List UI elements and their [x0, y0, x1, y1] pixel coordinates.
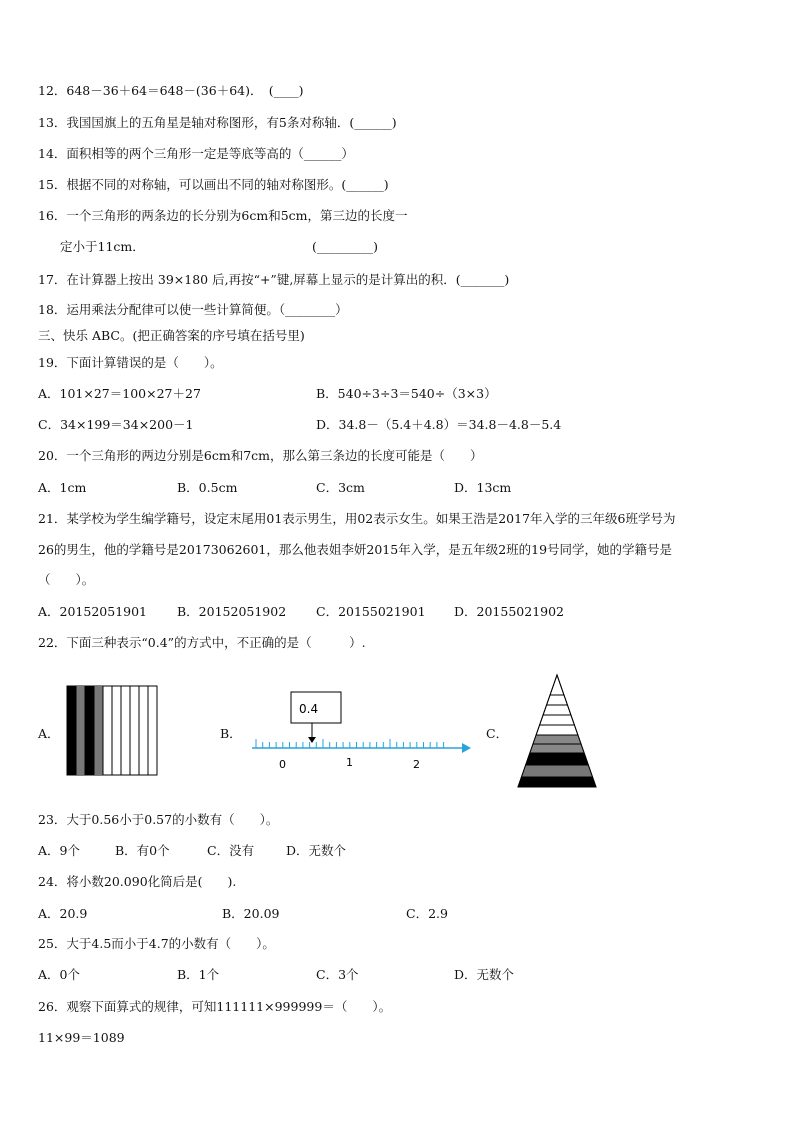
q21-option-a: A．20152051901	[38, 604, 148, 619]
tick-label-1: 1	[346, 756, 353, 769]
q20-option-c: C．3cm	[316, 480, 365, 495]
shaded-strip-3	[85, 686, 94, 775]
q21-option-b: B．20152051902	[177, 604, 287, 619]
question-16-blank: (_________)	[312, 239, 379, 254]
q24-option-c: C．2.9	[406, 906, 448, 921]
question-15: 15．根据不同的对称轴，可以画出不同的轴对称图形。(______)	[38, 177, 389, 192]
tick-label-2: 2	[413, 758, 420, 771]
q22-label-c: C．	[486, 726, 509, 741]
shaded-strip-1	[67, 686, 76, 775]
band-gray-3	[522, 765, 593, 777]
band-gray-1	[530, 744, 584, 753]
q23-option-c: C．没有	[207, 843, 255, 858]
question-24: 24．将小数20.090化简后是( ).	[38, 874, 237, 889]
section-3-heading: 三、快乐 ABC。(把正确答案的序号填在括号里)	[38, 328, 305, 343]
q22-label-a: A．	[38, 726, 60, 741]
q22-figure-c-triangle	[512, 673, 602, 791]
q25-option-a: A．0个	[38, 967, 80, 982]
q21-option-d: D．20155021902	[454, 604, 565, 619]
q20-option-a: A．1cm	[38, 480, 87, 495]
q20-option-d: D．13cm	[454, 480, 512, 495]
question-19: 19．下面计算错误的是（ ）。	[38, 355, 223, 370]
band-gray-2	[533, 735, 581, 744]
question-21-line2: 26的男生，他的学籍号是20173062601，那么他表姐李妍2015年入学，是五年级2班的19号同学，她的学籍号是	[38, 542, 673, 557]
question-18: 18．运用乘法分配律可以使一些计算简便。（________）	[38, 302, 348, 317]
q23-option-b: B．有0个	[115, 843, 170, 858]
q20-option-b: B．0.5cm	[177, 480, 238, 495]
question-21-line3: （ ）。	[38, 572, 95, 587]
question-16-line2: 定小于11cm．	[60, 239, 145, 254]
q25-option-d: D．无数个	[454, 967, 515, 982]
band-black-1	[526, 753, 589, 765]
q22-figure-a-strip-grid	[66, 685, 160, 777]
question-22: 22．下面三种表示“0.4”的方式中，不正确的是（ ）.	[38, 635, 366, 650]
question-21-line1: 21．某学校为学生编学籍号，设定末尾用01表示男生，用02表示女生。如果王浩是2017年入学的三年级6班学号为	[38, 511, 676, 526]
q24-option-b: B．20.09	[222, 906, 280, 921]
q19-option-d: D．34.8－（5.4＋4.8）＝34.8－4.8－5.4	[316, 417, 562, 432]
band-black-2	[518, 777, 596, 787]
number-line-arrow-icon	[462, 743, 471, 753]
value-box-label: 0.4	[299, 702, 319, 716]
question-25: 25．大于4.5而小于4.7的小数有（ ）。	[38, 936, 275, 951]
q25-option-b: B．1个	[177, 967, 220, 982]
q23-option-a: A．9个	[38, 843, 80, 858]
tick-label-0: 0	[279, 758, 286, 771]
question-13: 13．我国国旗上的五角星是轴对称图形，有5条对称轴．(______)	[38, 115, 397, 130]
shaded-strip-2	[76, 686, 85, 775]
question-16-line1: 16．一个三角形的两条边的长分别为6cm和5cm，第三边的长度一	[38, 208, 408, 223]
q19-option-a: A．101×27＝100×27＋27	[38, 386, 201, 401]
question-14: 14．面积相等的两个三角形一定是等底等高的（______）	[38, 146, 354, 161]
question-26: 26．观察下面算式的规律，可知111111×999999＝（ ）。	[38, 999, 392, 1014]
q19-option-b: B．540÷3÷3＝540÷（3×3）	[316, 386, 497, 401]
q22-figure-b-number-line	[250, 688, 474, 776]
question-17: 17．在计算器上按出 39×180 后,再按“+”键,屏幕上显示的是计算出的积．(_______)	[38, 272, 510, 287]
shaded-strip-4	[94, 686, 103, 775]
question-20: 20．一个三角形的两边分别是6cm和7cm，那么第三条边的长度可能是（ ）	[38, 448, 483, 463]
question-23: 23．大于0.56小于0.57的小数有（ ）。	[38, 812, 279, 827]
q23-option-d: D．无数个	[286, 843, 347, 858]
q19-option-c: C．34×199＝34×200－1	[38, 417, 194, 432]
q21-option-c: C．20155021901	[316, 604, 426, 619]
q25-option-c: C．3个	[316, 967, 359, 982]
q24-option-a: A．20.9	[38, 906, 88, 921]
question-12: 12．648－36＋64＝648－(36＋64)． (____)	[38, 83, 304, 98]
q26-example: 11×99＝1089	[38, 1030, 125, 1045]
q22-label-b: B．	[220, 726, 242, 741]
